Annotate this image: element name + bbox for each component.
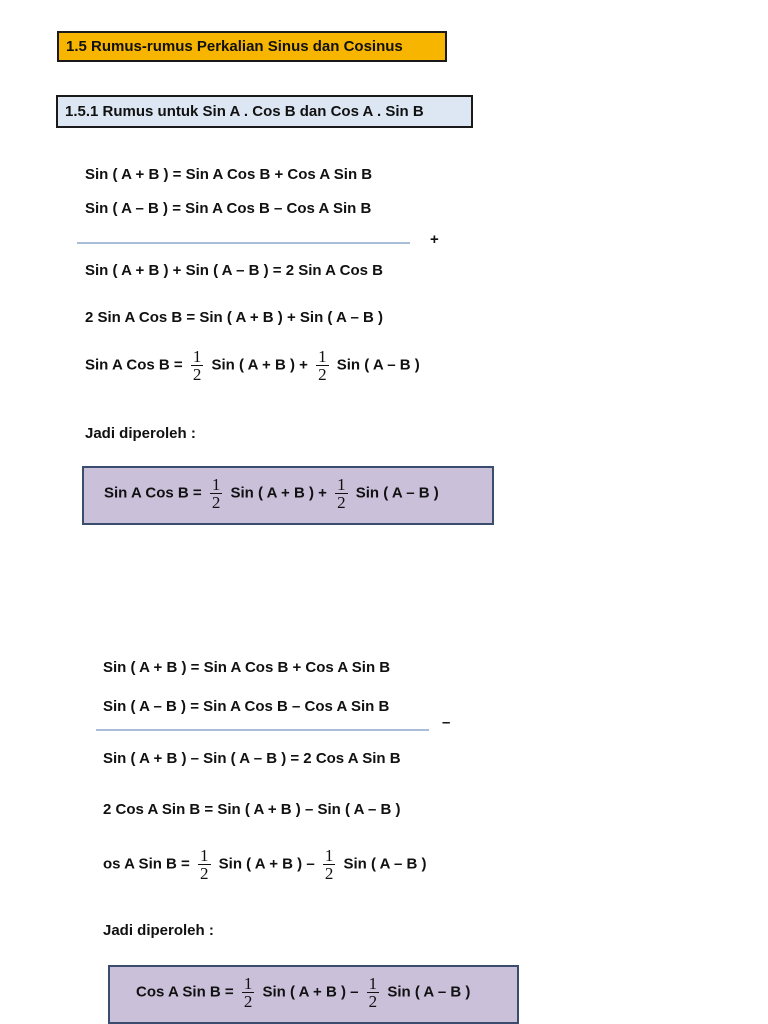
p1-result-lhs: Sin A Cos B =	[104, 484, 202, 502]
p2-result-term-1: Sin ( A + B ) –	[262, 983, 359, 1001]
p2-result-lhs: Cos A Sin B =	[136, 983, 234, 1001]
subsection-title: 1.5.1 Rumus untuk Sin A . Cos B dan Cos A . Sin B	[56, 95, 473, 128]
p2-result-formula	[136, 975, 470, 1010]
p2-eq5-fraction-2: $\frac{1}{2}$	[324, 846, 334, 883]
section-title: 1.5 Rumus-rumus Perkalian Sinus dan Cosinus	[57, 31, 447, 62]
p1-result-fraction-2: $\frac{1}{2}$	[337, 475, 346, 512]
p2-eq5-term-1: Sin ( A + B ) –	[218, 855, 315, 873]
p1-eq5-fraction-2: $\frac{1}{2}$	[318, 347, 327, 384]
p2-eq5-lhs: os A Sin B =	[103, 855, 190, 873]
p2-result-fraction-2: $\frac{1}{2}$	[368, 974, 378, 1011]
p2-equation-1: Sin ( A + B ) = Sin A Cos B + Cos A Sin B	[103, 659, 391, 676]
p2-minus-operator: –	[442, 714, 451, 731]
p1-equation-2: Sin ( A – B ) = Sin A Cos B – Cos A Sin B	[85, 200, 372, 217]
p1-equation-1: Sin ( A + B ) = Sin A Cos B + Cos A Sin B	[85, 166, 373, 183]
p1-equation-4: 2 Sin A Cos B = Sin ( A + B ) + Sin ( A – B )	[85, 309, 383, 326]
p1-eq5-term-1: Sin ( A + B ) +	[211, 356, 308, 374]
p1-result-fraction-1: $\frac{1}{2}$	[211, 475, 221, 512]
p2-conclusion-label: Jadi diperoleh :	[103, 922, 214, 939]
p1-sum-rule	[77, 242, 410, 244]
p1-eq5-term-2: Sin ( A – B )	[336, 356, 420, 374]
p1-equation-3: Sin ( A + B ) + Sin ( A – B ) = 2 Sin A Cos B	[85, 262, 383, 279]
p1-result-term-2: Sin ( A – B )	[355, 484, 439, 502]
p2-result-fraction-1: $\frac{1}{2}$	[243, 974, 253, 1011]
p1-result-term-1: Sin ( A + B ) +	[230, 484, 327, 502]
p2-result-term-2: Sin ( A – B )	[387, 983, 471, 1001]
p2-equation-4: 2 Cos A Sin B = Sin ( A + B ) – Sin ( A – B )	[103, 801, 401, 818]
p1-eq5-lhs: Sin A Cos B =	[85, 356, 183, 374]
p1-plus-operator: +	[430, 231, 439, 248]
p2-equation-3: Sin ( A + B ) – Sin ( A – B ) = 2 Cos A Sin B	[103, 750, 401, 767]
p2-equation-2: Sin ( A – B ) = Sin A Cos B – Cos A Sin B	[103, 698, 390, 715]
p2-equation-5	[103, 847, 427, 882]
p2-eq5-fraction-1: $\frac{1}{2}$	[200, 846, 209, 883]
p1-eq5-fraction-1: $\frac{1}{2}$	[192, 347, 202, 384]
p1-result-formula	[104, 476, 439, 511]
p1-equation-5	[85, 348, 420, 383]
p2-difference-rule	[96, 729, 429, 731]
p1-conclusion-label: Jadi diperoleh :	[85, 425, 196, 442]
p2-eq5-term-2: Sin ( A – B )	[343, 855, 427, 873]
